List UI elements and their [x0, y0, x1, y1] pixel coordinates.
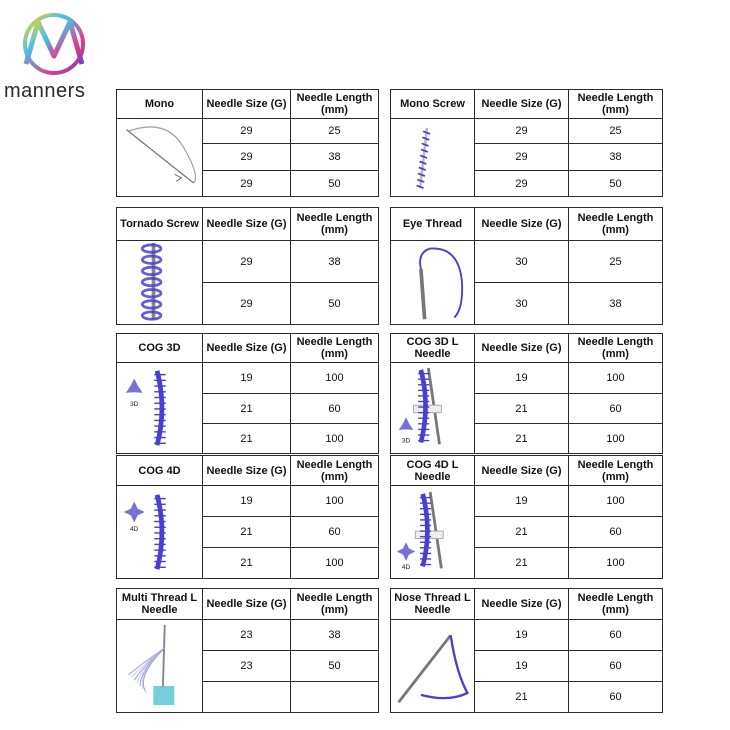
needle-length-cell: 100 [569, 424, 663, 454]
thread-image [117, 241, 203, 325]
spec-table [390, 333, 663, 454]
needle-size-cell: 21 [475, 394, 569, 424]
thread-type-title: Multi Thread L Needle [117, 589, 203, 620]
mono-screw-thread-icon [393, 121, 473, 195]
cog-4d-l-needle-icon [393, 489, 473, 575]
thread-type-title: Mono Screw [391, 90, 475, 119]
needle-size-cell: 29 [203, 171, 291, 197]
svg-text:4D: 4D [129, 526, 139, 534]
needle-size-header: Needle Size (G) [475, 90, 569, 119]
needle-size-cell: 21 [475, 548, 569, 579]
needle-size-cell: 29 [475, 171, 569, 197]
table-row [391, 620, 663, 651]
needle-length-cell: 38 [291, 620, 379, 651]
thread-type-title: Tornado Screw [117, 208, 203, 241]
svg-text:3D: 3D [401, 437, 410, 445]
needle-length-cell: 60 [569, 651, 663, 682]
needle-size-cell: 21 [203, 424, 291, 454]
tornado-screw-thread-icon [119, 243, 201, 323]
needle-size-cell: 19 [475, 651, 569, 682]
spec-table [116, 89, 379, 197]
needle-size-cell: 19 [475, 620, 569, 651]
needle-length-header: Needle Length (mm) [569, 334, 663, 363]
needle-length-cell: 38 [291, 241, 379, 283]
svg-text:3D: 3D [129, 401, 139, 409]
spec-table [390, 207, 663, 325]
table-row [117, 363, 379, 394]
needle-size-cell: 19 [475, 363, 569, 394]
nose-thread-l-needle-icon [393, 623, 473, 709]
table-row [391, 363, 663, 394]
spec-table [116, 207, 379, 325]
needle-size-cell: 21 [203, 517, 291, 548]
needle-size-header: Needle Size (G) [475, 334, 569, 363]
needle-length-cell: 50 [291, 171, 379, 197]
needle-length-cell: 60 [291, 394, 379, 424]
needle-length-cell: 50 [291, 283, 379, 325]
needle-length-header: Needle Length (mm) [291, 334, 379, 363]
table-row [117, 119, 379, 144]
spec-table [116, 455, 379, 579]
cog-3d-thread-icon [119, 365, 201, 451]
thread-image [117, 119, 203, 197]
table-row [391, 486, 663, 517]
table-row [117, 486, 379, 517]
thread-image [391, 486, 475, 579]
needle-length-cell [291, 682, 379, 713]
needle-size-header: Needle Size (G) [475, 456, 569, 486]
needle-size-header: Needle Size (G) [203, 589, 291, 620]
cog-4d-thread-icon [119, 489, 201, 575]
spec-table [390, 588, 663, 713]
needle-size-cell: 29 [203, 144, 291, 171]
needle-length-cell: 100 [291, 548, 379, 579]
needle-length-cell: 100 [569, 363, 663, 394]
needle-length-header: Needle Length (mm) [569, 208, 663, 241]
thread-image [117, 363, 203, 454]
needle-length-cell: 100 [291, 486, 379, 517]
spec-table [116, 333, 379, 454]
needle-size-header: Needle Size (G) [203, 334, 291, 363]
svg-text:4D: 4D [401, 564, 410, 572]
needle-size-cell: 21 [475, 517, 569, 548]
thread-type-title: Mono [117, 90, 203, 119]
brand-logo [4, 4, 104, 104]
needle-length-cell: 38 [569, 283, 663, 325]
needle-length-cell: 25 [569, 241, 663, 283]
needle-length-header: Needle Length (mm) [569, 589, 663, 620]
brand-logo-icon [16, 12, 92, 76]
needle-size-cell: 29 [203, 283, 291, 325]
needle-size-cell: 23 [203, 651, 291, 682]
needle-length-cell: 100 [291, 424, 379, 454]
table-row [391, 241, 663, 283]
thread-image [391, 119, 475, 197]
needle-size-header: Needle Size (G) [475, 589, 569, 620]
needle-size-cell: 19 [475, 486, 569, 517]
thread-image [117, 486, 203, 579]
needle-size-cell: 21 [203, 394, 291, 424]
needle-length-header: Needle Length (mm) [569, 456, 663, 486]
needle-size-header: Needle Size (G) [475, 208, 569, 241]
needle-length-header: Needle Length (mm) [291, 90, 379, 119]
table-row [117, 241, 379, 283]
needle-length-cell: 25 [291, 119, 379, 144]
needle-length-cell: 38 [569, 144, 663, 171]
table-row [117, 620, 379, 651]
needle-length-cell: 60 [291, 517, 379, 548]
needle-size-cell: 29 [475, 144, 569, 171]
spec-table [390, 89, 663, 197]
thread-type-title: COG 4D [117, 456, 203, 486]
needle-length-cell: 25 [569, 119, 663, 144]
thread-type-title: COG 3D L Needle [391, 334, 475, 363]
thread-image [391, 363, 475, 454]
needle-size-cell: 29 [475, 119, 569, 144]
thread-type-title: COG 3D [117, 334, 203, 363]
needle-size-cell: 29 [203, 119, 291, 144]
brand-name: manners [4, 80, 86, 102]
needle-size-cell: 23 [203, 620, 291, 651]
needle-length-header: Needle Length (mm) [569, 90, 663, 119]
thread-type-title: COG 4D L Needle [391, 456, 475, 486]
thread-type-title: Eye Thread [391, 208, 475, 241]
needle-size-header: Needle Size (G) [203, 90, 291, 119]
needle-length-header: Needle Length (mm) [291, 456, 379, 486]
needle-size-header: Needle Size (G) [203, 456, 291, 486]
thread-image [391, 241, 475, 325]
needle-length-cell: 60 [569, 517, 663, 548]
needle-size-cell: 19 [203, 363, 291, 394]
needle-size-header: Needle Size (G) [203, 208, 291, 241]
needle-length-cell: 60 [569, 620, 663, 651]
spec-table [116, 588, 379, 713]
thread-image [391, 620, 475, 713]
needle-length-cell: 60 [569, 394, 663, 424]
cog-3d-l-needle-icon [393, 365, 473, 451]
needle-length-cell: 38 [291, 144, 379, 171]
needle-size-cell: 19 [203, 486, 291, 517]
table-row [391, 119, 663, 144]
needle-size-cell: 21 [475, 682, 569, 713]
thread-image [117, 620, 203, 713]
needle-length-cell: 100 [291, 363, 379, 394]
mono-thread-icon [119, 121, 201, 195]
thread-type-title: Nose Thread L Needle [391, 589, 475, 620]
needle-size-cell [203, 682, 291, 713]
needle-length-cell: 50 [569, 171, 663, 197]
needle-length-header: Needle Length (mm) [291, 589, 379, 620]
needle-size-cell: 21 [203, 548, 291, 579]
needle-length-cell: 100 [569, 548, 663, 579]
eye-thread-icon [393, 243, 473, 323]
needle-size-cell: 30 [475, 241, 569, 283]
multi-thread-l-needle-icon [119, 623, 201, 709]
needle-length-cell: 60 [569, 682, 663, 713]
needle-size-cell: 21 [475, 424, 569, 454]
needle-length-cell: 100 [569, 486, 663, 517]
needle-size-cell: 30 [475, 283, 569, 325]
needle-length-cell: 50 [291, 651, 379, 682]
needle-size-cell: 29 [203, 241, 291, 283]
spec-table [390, 455, 663, 579]
needle-length-header: Needle Length (mm) [291, 208, 379, 241]
